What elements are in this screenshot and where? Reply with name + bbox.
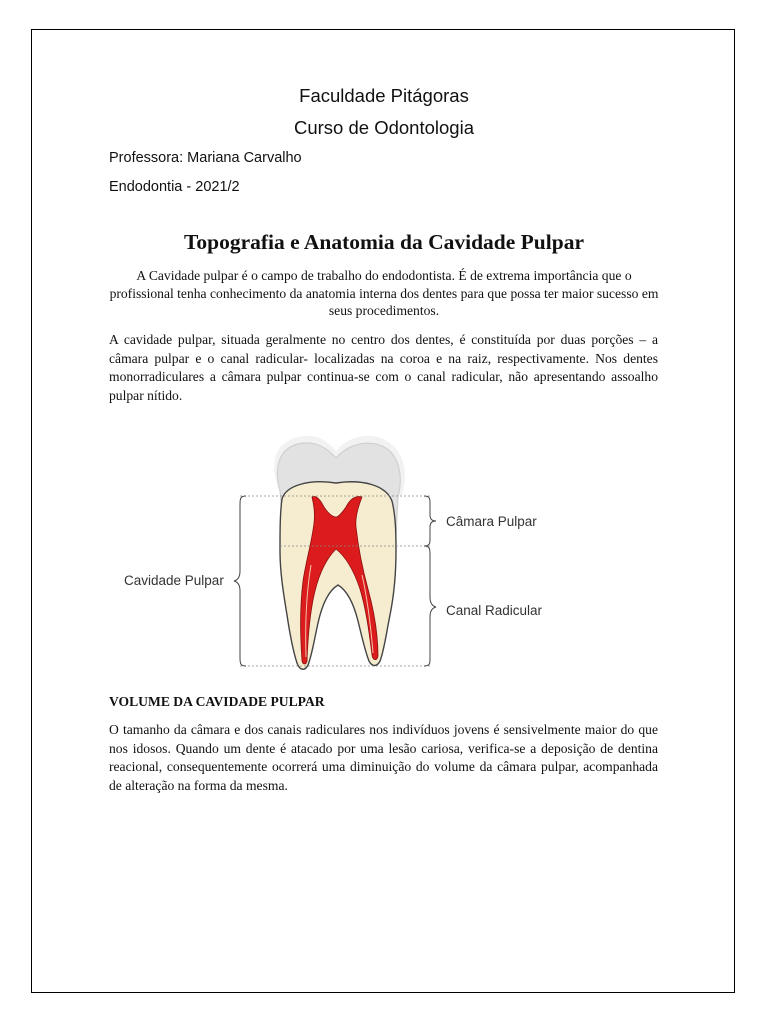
document-title: Topografia e Anatomia da Cavidade Pulpar — [184, 230, 584, 254]
institution-name: Faculdade Pitágoras — [299, 85, 469, 106]
section-heading: VOLUME DA CAVIDADE PULPAR — [109, 694, 325, 709]
body-paragraph-1: A cavidade pulpar, situada geralmente no centro dos dentes, é constituída por duas porções – a câmara pulpar e o canal radicular- localizadas na coroa e na raiz, respectivamente. Nos dentes monorradiculares a câmara pulpar continua-se com o canal radicular, não apresentando assoalho pulpar nítido. — [109, 332, 658, 403]
body-paragraph-2: O tamanho da câmara e dos canais radiculares nos indivíduos jovens é sensivelmente maior do que nos idosos. Quando um dente é atacado por uma lesão cariosa, verifica-se a deposição de dentina reacional, consequentemente ocorrerá uma diminuição do volume da câmara pulpar, acompanhada de alteração na forma da mesma. — [109, 722, 658, 793]
canal-brace — [424, 546, 436, 666]
label-cavidade-pulpar: Cavidade Pulpar — [124, 573, 224, 588]
label-camara-pulpar: Câmara Pulpar — [446, 514, 537, 529]
chamber-brace — [424, 496, 436, 546]
cavity-brace — [234, 496, 246, 666]
dentin-body — [280, 482, 396, 669]
course-term: Endodontia - 2021/2 — [109, 179, 240, 195]
tooth-anatomy-diagram — [110, 425, 560, 685]
intro-paragraph: A Cavidade pulpar é o campo de trabalho do endodontista. É de extrema importância que o profissional tenha conhecimento da anatomia interna dos dentes para que possa ter maior sucesso em seus procedimentos. — [109, 268, 659, 318]
professor-name: Professora: Mariana Carvalho — [109, 150, 302, 166]
label-canal-radicular: Canal Radicular — [446, 603, 543, 618]
course-name: Curso de Odontologia — [294, 117, 474, 138]
